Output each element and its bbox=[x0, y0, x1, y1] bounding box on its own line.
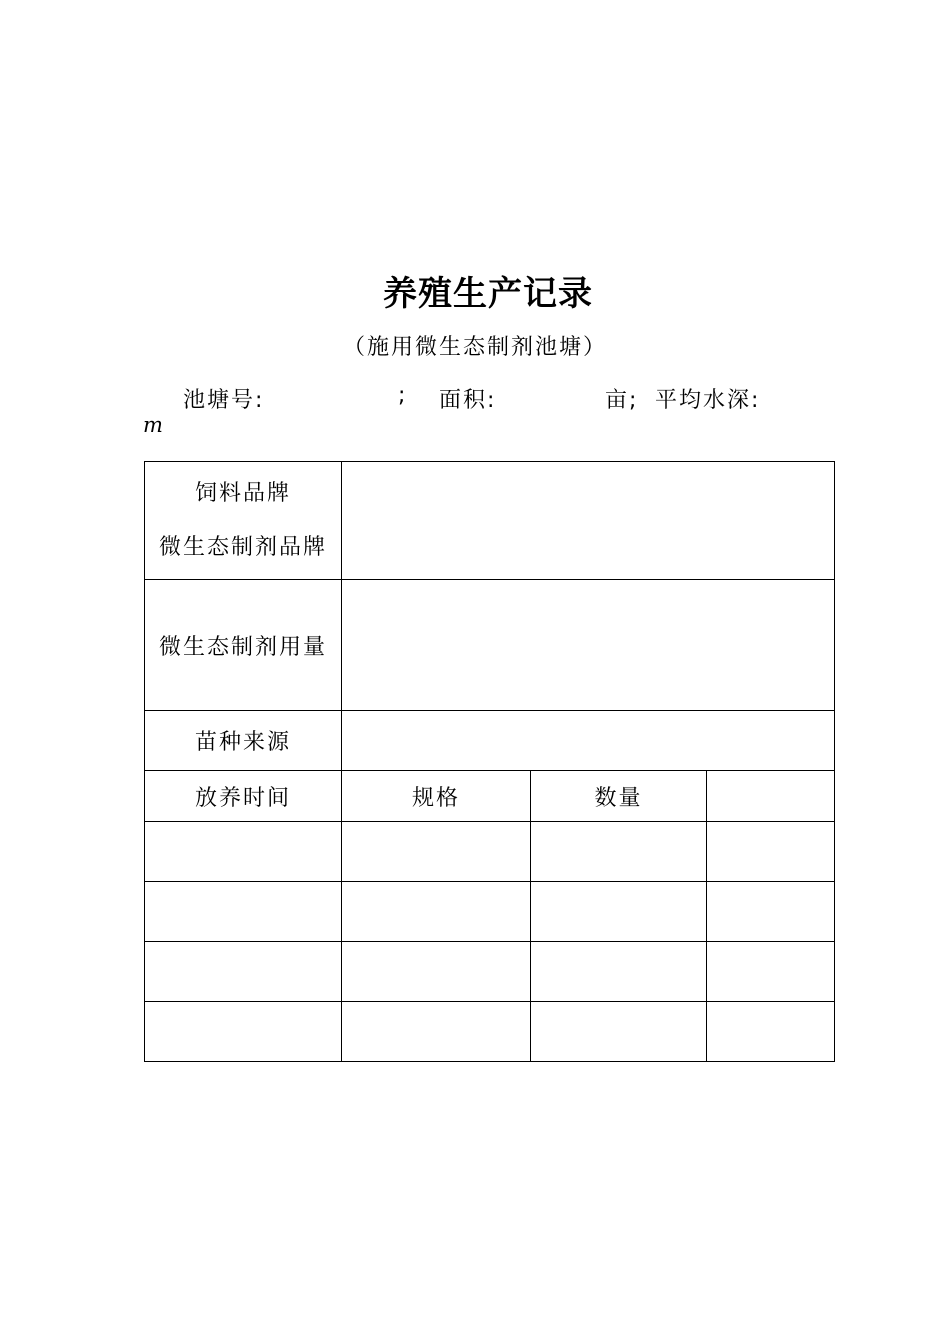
table-cell[interactable] bbox=[145, 882, 342, 942]
production-record-table bbox=[144, 461, 835, 1062]
table-row bbox=[145, 882, 835, 942]
table-row bbox=[145, 1002, 835, 1062]
table-row bbox=[145, 942, 835, 1002]
area-unit: 亩; bbox=[605, 388, 639, 413]
stocking-header-row bbox=[145, 771, 835, 822]
table-cell[interactable] bbox=[145, 1002, 342, 1062]
seed-source-row bbox=[145, 711, 835, 771]
seed-source-label: 苗种来源 bbox=[145, 711, 342, 771]
brand-value-cell[interactable] bbox=[342, 462, 835, 580]
depth-unit: m bbox=[143, 413, 163, 437]
probiotic-brand-label: 微生态制剂品牌 bbox=[158, 534, 327, 560]
pond-info-line bbox=[0, 383, 950, 413]
table-cell[interactable] bbox=[531, 822, 707, 882]
table-cell[interactable] bbox=[707, 822, 835, 882]
depth-label: 平均水深: bbox=[655, 388, 761, 413]
seed-source-value-cell[interactable] bbox=[342, 711, 835, 771]
table-cell[interactable] bbox=[707, 882, 835, 942]
dosage-value-cell[interactable] bbox=[342, 580, 835, 711]
table-cell[interactable] bbox=[531, 942, 707, 1002]
page-subtitle: （施用微生态制剂池塘） bbox=[342, 335, 607, 360]
header-extra bbox=[707, 771, 835, 822]
brand-label-cell bbox=[145, 462, 342, 580]
table-cell[interactable] bbox=[531, 1002, 707, 1062]
probiotic-dosage-label: 微生态制剂用量 bbox=[145, 580, 342, 711]
table-cell[interactable] bbox=[145, 942, 342, 1002]
table-cell[interactable] bbox=[531, 882, 707, 942]
dosage-row bbox=[145, 580, 835, 711]
table-cell[interactable] bbox=[707, 1002, 835, 1062]
table-row bbox=[145, 822, 835, 882]
table-cell[interactable] bbox=[342, 942, 531, 1002]
table-cell[interactable] bbox=[342, 882, 531, 942]
header-quantity: 数量 bbox=[531, 771, 707, 822]
table-cell[interactable] bbox=[707, 942, 835, 1002]
table-cell[interactable] bbox=[342, 822, 531, 882]
area-label: 面积: bbox=[439, 388, 497, 413]
brand-row bbox=[145, 462, 835, 580]
page-title: 养殖生产记录 bbox=[383, 274, 593, 314]
feed-brand-label: 饲料品牌 bbox=[194, 480, 291, 506]
table-cell[interactable] bbox=[145, 822, 342, 882]
table-cell[interactable] bbox=[342, 1002, 531, 1062]
header-stocking-time: 放养时间 bbox=[145, 771, 342, 822]
pond-number-separator: ; bbox=[398, 383, 408, 408]
pond-number-label: 池塘号: bbox=[183, 388, 265, 413]
header-specification: 规格 bbox=[342, 771, 531, 822]
